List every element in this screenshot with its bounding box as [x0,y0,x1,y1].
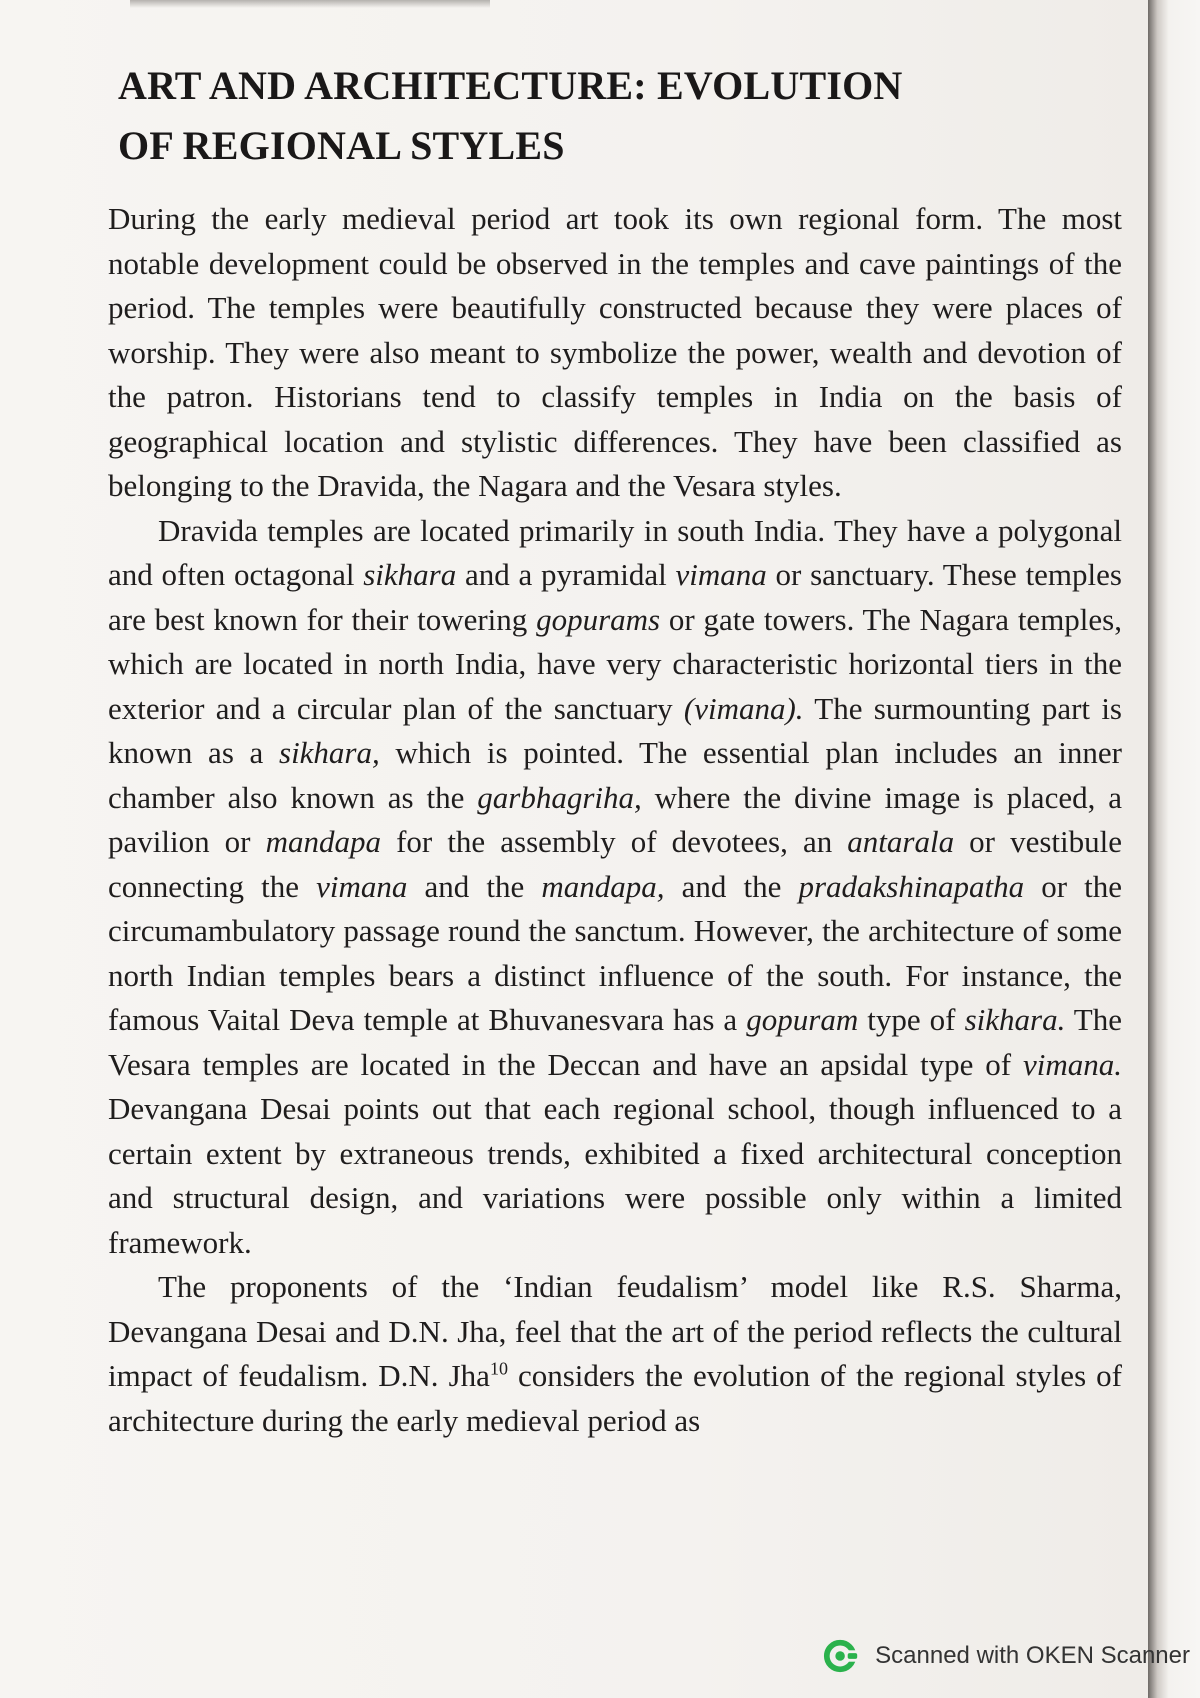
text-run: which is pointed. The essential plan includes an inner chamber also known as the [108,735,1122,815]
text-run: and the [664,868,799,904]
italic-term: sikhara. [964,1002,1066,1037]
text-run: The surmounting part is known as a [108,690,1122,770]
text-run: and a pyramidal [456,557,676,592]
heading-line-1: ART AND ARCHITECTURE: EVOLUTION [118,63,903,108]
text-run: The proponents of the ‘Indian feudalism’ model like R.S. Sharma, Devangana Desai and D.N. Jha, feel that the art of the period reflects the cultural impact of feudalism. D.N. Jha [108,1269,1122,1393]
italic-term: (vimana). [683,690,804,726]
text-run: Dravida temples are located primarily in south India. They have a polygonal and often octagonal [108,512,1122,592]
paragraph-3 [108,1265,1122,1443]
italic-term: gopurams [536,601,661,637]
text-run: type of [858,1002,965,1037]
heading-line-2: OF REGIONAL STYLES [118,123,565,168]
text-run: or sanctuary. These temples are best known for their towering [108,557,1122,637]
italic-term: vimana [316,868,408,904]
scanner-watermark [823,1636,1190,1676]
previous-page-edge [130,0,490,8]
text-run: or vestibule connecting the [108,824,1123,904]
text-run: Devangana Desai points out that each regional school, though influenced to a certain extent by extraneous trends, exhibited a fixed architectural conception and structural design, and variations were possible only within a limited framework. [108,1091,1122,1260]
italic-term: mandapa, [541,868,665,904]
oken-scanner-logo-icon [823,1637,861,1675]
text-run: or gate towers. The Nagara temples, which are located in north India, have very characteristic horizontal tiers in the exterior and a circular plan of the sanctuary [108,601,1122,726]
section-heading [118,56,903,176]
italic-term: vimana. [1022,1046,1122,1082]
scanner-label: Scanned with OKEN Scanner [875,1642,1190,1669]
italic-term: gopuram [746,1002,859,1037]
text-run: where the divine image is placed, a pavilion or [108,779,1122,859]
text-run: for the assembly of devotees, an [381,824,848,859]
italic-term: sikhara [363,557,457,592]
italic-term: antarala [847,824,955,859]
page-binding-shadow [1148,0,1200,1698]
footnote-marker: 10 [489,1358,508,1379]
text-run: considers the evolution of the regional styles of architecture during the early medieval period as [108,1358,1122,1438]
paragraph-2 [108,509,1122,1266]
italic-term: mandapa [265,824,381,859]
text-run: The Vesara temples are located in the Deccan and have an apsidal type of [108,1002,1122,1082]
text-run: and the [407,868,542,904]
italic-term: vimana [675,557,767,592]
italic-term: sikhara, [279,735,380,770]
italic-term: pradakshinapatha [798,868,1025,904]
paragraph-1: During the early medieval period art took its own regional form. The most notable development could be observed in the temples and cave paintings of the period. The temples were beautifully constructed because they were places of worship. They were also meant to symbolize the power, wealth and devotion of the patron. Historians tend to classify temples in India on the basis of geographical location and stylistic differences. They have been classified as belonging to the Dravida, the Nagara and the Vesara styles. [108,201,1122,503]
body-text [108,197,1122,1443]
text-run: or the circumambulatory passage round the sanctum. However, the architecture of some north Indian temples bears a distinct influence of the south. For instance, the famous Vaital Deva temple at Bhuvanesvara has a [108,868,1122,1037]
italic-term: garbhagriha, [477,779,642,815]
